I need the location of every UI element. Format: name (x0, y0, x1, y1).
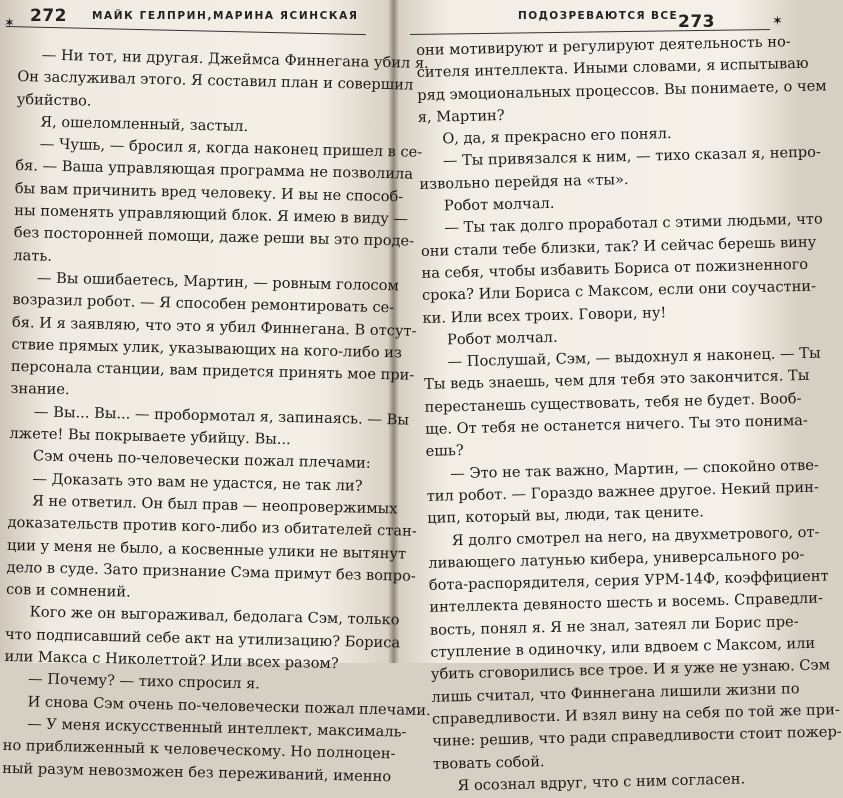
text-line: ешь? (425, 442, 464, 461)
text-line: лжете! Вы покрываете убийцу. Вы... (9, 424, 291, 449)
text-line: — Ты привязался к ним, — тихо сказал я, непро- (442, 143, 822, 170)
text-line: вость, понял я. Я не знал, затеял ли Борис пре- (429, 612, 799, 639)
text-line: сителя интеллекта. Иными словами, я испытываю (416, 55, 809, 82)
text-line: Робот молчал. (446, 328, 558, 349)
text-line: что подписавший себе акт на утилизацию? Бориса (4, 625, 401, 652)
text-line: Ты ведь знаешь, чем для тебя это закончится. Ты (423, 367, 810, 394)
text-line: — Это не так важно, Мартин, — спокойно отве- (450, 456, 820, 482)
text-line: на себя, чтобы избавить Бориса от пожизненного (421, 255, 809, 282)
text-line: — Чушь, — бросил я, когда наконец пришел в се- (39, 135, 423, 162)
text-line: бя. — Ваша управляющая программа не позволила (15, 157, 414, 184)
text-line: убить сговорились все трое. И я уже не узнаю. Сэм (430, 656, 831, 684)
text-line: Сэм очень по-человечески пожал плечами: (32, 447, 371, 473)
text-line: дело в суде. Зато признание Сэма примут без вопро- (6, 558, 416, 585)
ornament-icon: ✶ (4, 16, 15, 31)
text-line: ступление в одиночку, или вдвоем с Максом, или (430, 634, 816, 661)
text-line: — Ты так долго проработал с этими людьми, что (444, 210, 823, 237)
text-line: бя. И я заявляю, что это я убил Финнегана. В отсут- (11, 313, 417, 340)
text-line: знание. (10, 380, 70, 399)
text-line: ствие прямых улик, указывающих на кого-либо из (11, 335, 403, 362)
text-line: чине: решив, что ради справедливости стоит пожер- (432, 723, 842, 751)
text-line: цип, который вы, люди, так цените. (427, 503, 705, 528)
text-line: О, да, я прекрасно его понял. (442, 125, 672, 148)
text-line: Я осознал вдруг, что с ним согласен. (457, 770, 746, 795)
text-line: бы вам причинить вред человеку. И вы не способ- (14, 179, 404, 206)
text-line: Я, ошеломленный, застыл. (40, 113, 249, 135)
text-line: — У меня искусственный интеллект, максималь- (26, 715, 407, 741)
text-line: сов и сомнений. (5, 580, 131, 601)
text-line: И снова Сэм очень по-человечески пожал плечами. (27, 692, 431, 719)
text-line: или Макса с Николеттой? Или всех разом? (4, 647, 339, 673)
text-line: — Вы... Вы... — пробормотал я, запинаясь. — Вы (33, 403, 410, 429)
text-line: Робот молчал. (443, 194, 555, 215)
text-line: но приближенный к человеческому. Но полноцен- (2, 737, 396, 763)
right-page (400, 0, 842, 795)
text-line: Он заслуживал этого. Я составил план и совершил (17, 68, 414, 94)
text-line: доказательств против кого-либо из обитателей стан- (7, 514, 417, 541)
text-line: ный разум невозможен без переживаний, именно (2, 759, 392, 785)
page-number-left: 272 (30, 6, 67, 26)
text-line: я, Мартин? (417, 106, 505, 126)
text-line: лишь считал, что Финнегана лишили жизни по (431, 679, 800, 706)
text-line: — Почему? — тихо спросил я. (27, 670, 261, 693)
text-line: перестанешь существовать, тебя не будет. Вооб- (424, 389, 802, 416)
text-line: ще. От тебя не останется ничего. Ты это понима- (424, 411, 809, 438)
text-line: Я не ответил. Он был прав — неопровержимых (31, 492, 398, 518)
text-line: тил робот. — Гораздо важнее другое. Некий прин- (426, 478, 819, 505)
text-line: извольно перейдя на «ты». (419, 170, 629, 193)
text-line: возразил робот. — Я способен ремонтировать се- (12, 291, 395, 317)
left-page-text (2, 44, 431, 787)
text-line: срока? Или Бориса с Максом, если они соучастни- (421, 277, 817, 305)
header-rule (6, 26, 366, 35)
text-line: они мотивируют и регулируют деятельность но- (416, 33, 791, 59)
text-line: справедливости. И взял вину на себя по той же при- (431, 701, 840, 728)
text-line: ки. Или всех троих. Говори, ну! (422, 303, 667, 327)
text-line: — Ни тот, ни другая. Джеймса Финнегана убил я. (41, 46, 429, 72)
text-line: твовать собой. (432, 752, 545, 773)
right-page-header (400, 4, 800, 34)
ornament-icon: ✶ (772, 14, 783, 29)
text-line: — Доказать это вам не удастся, не так ли? (32, 470, 363, 495)
running-head-title: ПОДОЗРЕВАЮТСЯ ВСЕ (518, 10, 679, 22)
page-number-right: 273 (678, 12, 715, 32)
text-line: Я долго смотрел на него, на двухметрового, от- (451, 523, 820, 549)
text-line: — Послушай, Сэм, — выдохнул я наконец. — Ты (447, 344, 821, 371)
running-head-author: МАЙК ГЕЛПРИН,МАРИНА ЯСИНСКАЯ (92, 10, 359, 22)
text-line: бота-распорядителя, серия УРМ-14Ф, коэффициент (428, 567, 829, 594)
text-line: без посторонней помощи, даже реши вы это проде- (13, 224, 415, 251)
text-line: ливающего латунью кибера, универсального ро- (428, 545, 805, 572)
text-line: персонала станции, вам придется принять мое при- (10, 358, 415, 384)
text-line: ны поменять управляющий блок. Я имею в виду — (14, 202, 409, 228)
text-line: интеллекта девяносто шесть и восемь. Справедли- (429, 589, 824, 617)
left-page-header (0, 4, 392, 34)
text-line: — Вы ошибаетесь, Мартин, — ровным голосом (36, 269, 400, 295)
text-line: ряд эмоциональных процессов. Вы понимаете, о чем (417, 76, 827, 104)
text-line: Кого же он выгораживал, бедолага Сэм, только (29, 603, 400, 629)
right-page-text (416, 31, 842, 798)
text-line: они стали тебе близки, так? И сейчас берешь вину (420, 233, 817, 260)
text-line: ции у меня не было, а косвенные улики не вытянут (6, 536, 407, 563)
text-line: лать. (13, 246, 53, 265)
text-line: убийство. (16, 90, 92, 110)
